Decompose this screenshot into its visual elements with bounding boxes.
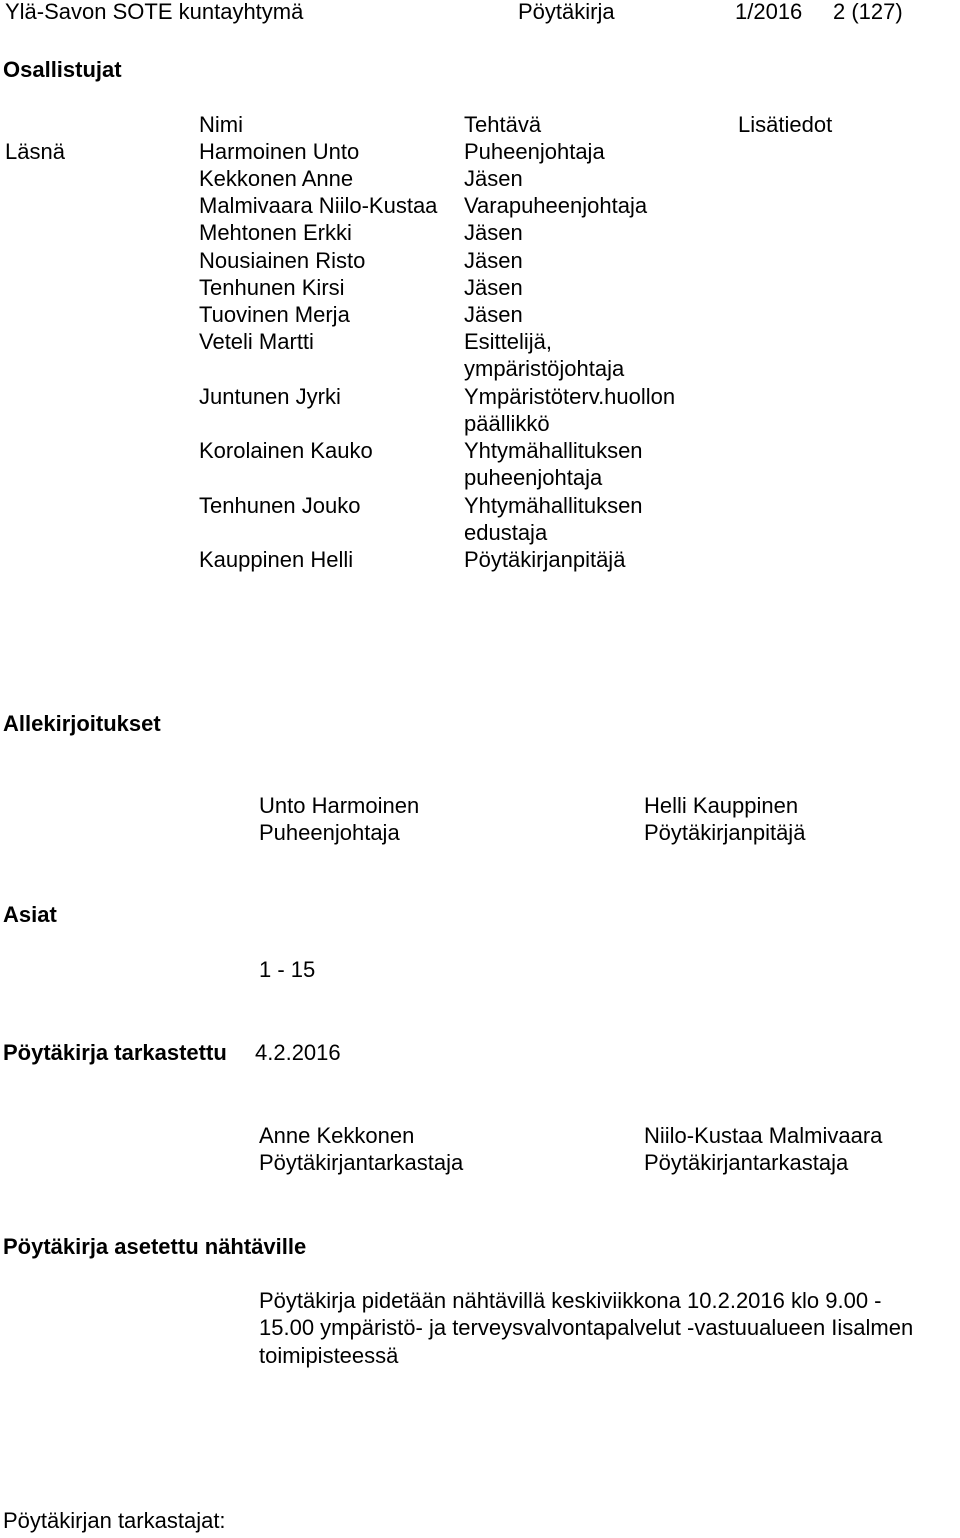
items-heading: Asiat — [3, 902, 57, 927]
signer-name: Helli Kauppinen — [644, 793, 799, 818]
reviewer-name: Anne Kekkonen — [259, 1123, 415, 1148]
document-number: 1/2016 — [735, 0, 803, 24]
participant-name: Veteli Martti — [199, 329, 314, 354]
participant-name: Korolainen Kauko — [199, 438, 373, 463]
present-label: Läsnä — [5, 139, 65, 164]
participant-role: Jäsen — [464, 220, 523, 245]
participant-role: Ympäristöterv.huollon — [464, 384, 676, 409]
participant-name: Juntunen Jyrki — [199, 384, 341, 409]
column-extra-header: Lisätiedot — [738, 112, 833, 137]
page-number: 2 (127) — [833, 0, 903, 24]
participant-name: Mehtonen Erkki — [199, 220, 352, 245]
document-type: Pöytäkirja — [518, 0, 615, 24]
participant-role: Jäsen — [464, 275, 523, 300]
participant-role-continued: puheenjohtaja — [464, 465, 603, 490]
participant-role: Puheenjohtaja — [464, 139, 605, 164]
signatures-heading: Allekirjoitukset — [3, 711, 161, 736]
participant-name: Harmoinen Unto — [199, 139, 360, 164]
participant-role: Jäsen — [464, 166, 523, 191]
participant-name: Tenhunen Kirsi — [199, 275, 345, 300]
public-display-heading: Pöytäkirja asetettu nähtäville — [3, 1234, 307, 1259]
reviewer-title: Pöytäkirjantarkastaja — [644, 1150, 849, 1175]
participant-name: Kauppinen Helli — [199, 547, 354, 572]
participant-name: Kekkonen Anne — [199, 166, 354, 191]
items-range: 1 - 15 — [259, 957, 316, 982]
participant-role: Yhtymähallituksen — [464, 438, 643, 463]
column-name-header: Nimi — [199, 112, 243, 137]
signer-title: Puheenjohtaja — [259, 820, 400, 845]
participant-role: Jäsen — [464, 302, 523, 327]
participant-role: Varapuheenjohtaja — [464, 193, 648, 218]
participants-heading: Osallistujat — [3, 57, 122, 82]
participant-role: Yhtymähallituksen — [464, 493, 643, 518]
public-display-text-line: Pöytäkirja pidetään nähtävillä keskiviikkona 10.2.2016 klo 9.00 - — [259, 1288, 882, 1313]
review-heading: Pöytäkirja tarkastettu — [3, 1040, 227, 1065]
participant-role: Jäsen — [464, 248, 523, 273]
participant-name: Tenhunen Jouko — [199, 493, 361, 518]
reviewers-footer-label: Pöytäkirjan tarkastajat: — [3, 1508, 226, 1533]
participant-role-continued: ympäristöjohtaja — [464, 356, 625, 381]
participant-name: Malmivaara Niilo-Kustaa — [199, 193, 438, 218]
participant-role: Pöytäkirjanpitäjä — [464, 547, 626, 572]
public-display-text-line: 15.00 ympäristö- ja terveysvalvontapalvelut -vastuualueen Iisalmen — [259, 1315, 914, 1340]
participant-role: Esittelijä, — [464, 329, 553, 354]
reviewer-name: Niilo-Kustaa Malmivaara — [644, 1123, 883, 1148]
signer-name: Unto Harmoinen — [259, 793, 420, 818]
column-role-header: Tehtävä — [464, 112, 542, 137]
signer-title: Pöytäkirjanpitäjä — [644, 820, 806, 845]
participant-name: Nousiainen Risto — [199, 248, 366, 273]
review-date: 4.2.2016 — [255, 1040, 341, 1065]
participant-name: Tuovinen Merja — [199, 302, 350, 327]
organization-name: Ylä-Savon SOTE kuntayhtymä — [5, 0, 304, 24]
reviewer-title: Pöytäkirjantarkastaja — [259, 1150, 464, 1175]
participant-role-continued: edustaja — [464, 520, 548, 545]
public-display-text-line: toimipisteessä — [259, 1343, 399, 1368]
participant-role-continued: päällikkö — [464, 411, 550, 436]
